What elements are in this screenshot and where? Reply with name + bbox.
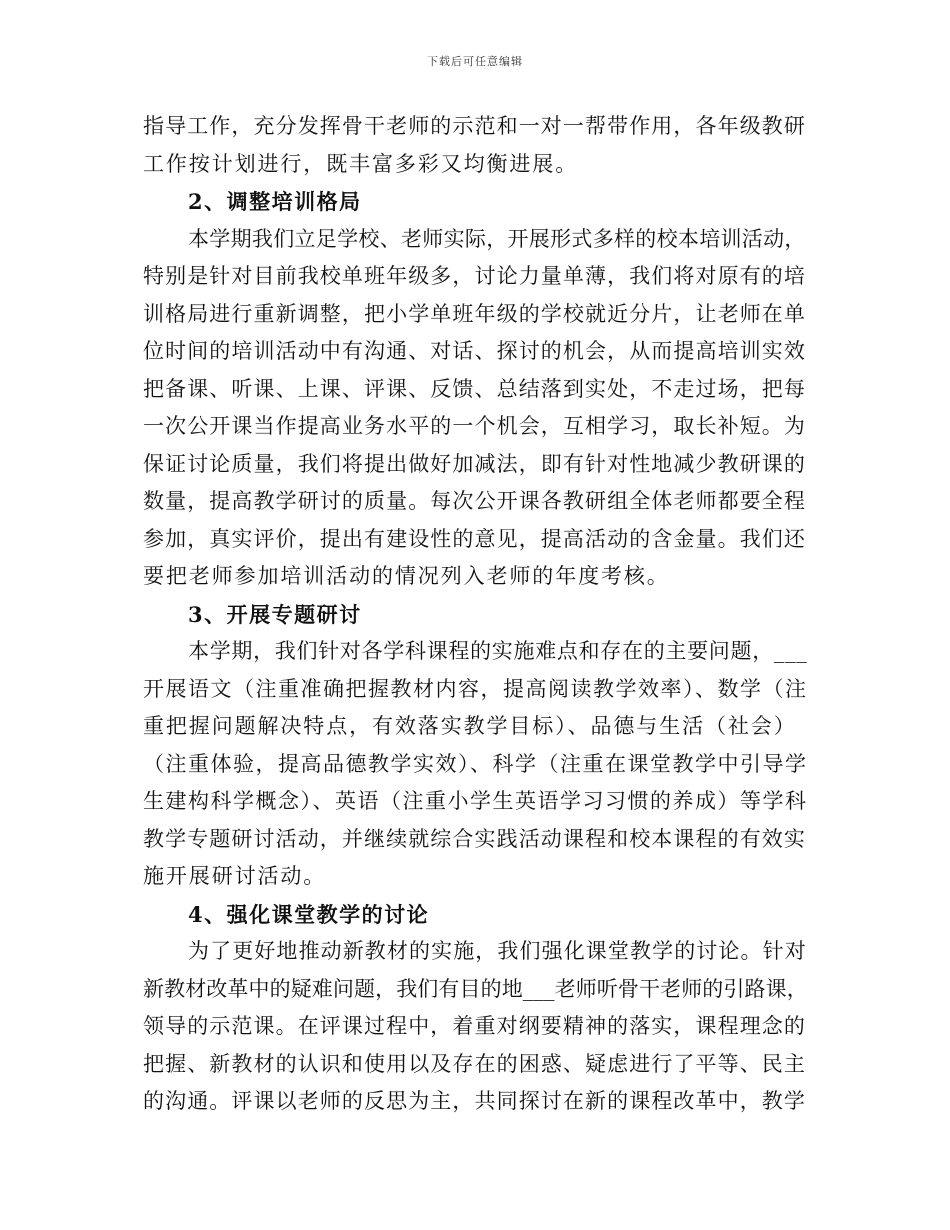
- paragraph-line: 施开展研讨活动。: [143, 864, 327, 888]
- section-heading-2: 2、调整培训格局: [188, 189, 362, 214]
- paragraph-line: 特别是针对目前我校单班年级多，讨论力量单薄，我们将对原有的培: [143, 264, 806, 288]
- document-body: [143, 108, 811, 1121]
- paragraph-line: 领导的示范课。在评课过程中，着重对纲要精神的落实，课程理念的: [143, 1014, 806, 1038]
- paragraph-line: （注重体验，提高品德教学实效）、科学（注重在课堂教学中引导学: [143, 751, 808, 776]
- paragraph-line: 本学期我们立足学校、老师实际，开展形式多样的校本培训活动，: [188, 226, 806, 251]
- paragraph-line: 参加，真实评价，提出有建设性的意见，提高活动的含金量。我们还: [143, 526, 806, 551]
- paragraph-line: 重把握问题解决特点，有效落实教学目标）、品德与生活（社会）: [143, 714, 797, 738]
- paragraph-line: 数量，提高教学研讨的质量。每次公开课各教研组全体老师都要全程: [143, 489, 806, 513]
- paragraph-line: 开展语文（注重准确把握教材内容，提高阅读教学效率）、数学（注: [143, 676, 808, 701]
- paragraph-line: 把握、新教材的认识和使用以及存在的困惑、疑虑进行了平等、民主: [143, 1051, 806, 1076]
- paragraph-line: 新教材改革中的疑难问题，我们有目的地___老师听骨干老师的引路课，: [143, 976, 808, 1001]
- paragraph-line: 指导工作，充分发挥骨干老师的示范和一对一帮带作用，各年级教研: [143, 114, 806, 138]
- paragraph-line: 的沟通。评课以老师的反思为主，共同探讨在新的课程改革中，教学: [143, 1089, 806, 1113]
- paragraph-line: 保证讨论质量，我们将提出做好加减法，即有针对性地减少教研课的: [143, 451, 806, 476]
- paragraph-line: 生建构科学概念）、英语（注重小学生英语学习习惯的养成）等学科: [143, 789, 808, 813]
- paragraph-line: 一次公开课当作提高业务水平的一个机会，互相学习，取长补短。为: [143, 414, 806, 438]
- paragraph-line: 本学期，我们针对各学科课程的实施难点和存在的主要问题，___: [188, 639, 808, 663]
- header-note: 下载后可任意编辑: [427, 55, 523, 68]
- paragraph-line: 教学专题研讨活动，并继续就综合实践活动课程和校本课程的有效实: [143, 826, 806, 851]
- section-heading-4: 4、强化课堂教学的讨论: [188, 901, 430, 927]
- paragraph-line: 工作按计划进行，既丰富多彩又均衡进展。: [143, 151, 579, 176]
- paragraph-line: 把备课、听课、上课、评课、反馈、总结落到实处，不走过场，把每: [143, 376, 806, 401]
- paragraph-line: 要把老师参加培训活动的情况列入老师的年度考核。: [143, 564, 670, 588]
- section-heading-3: 3、开展专题研讨: [188, 601, 362, 627]
- paragraph-line: 训格局进行重新调整，把小学单班年级的学校就近分片，让老师在单: [143, 301, 806, 326]
- paragraph-line: 为了更好地推动新教材的实施，我们强化课堂教学的讨论。针对: [188, 939, 807, 963]
- paragraph-line: 位时间的培训活动中有沟通、对话、探讨的机会，从而提高培训实效: [143, 339, 806, 363]
